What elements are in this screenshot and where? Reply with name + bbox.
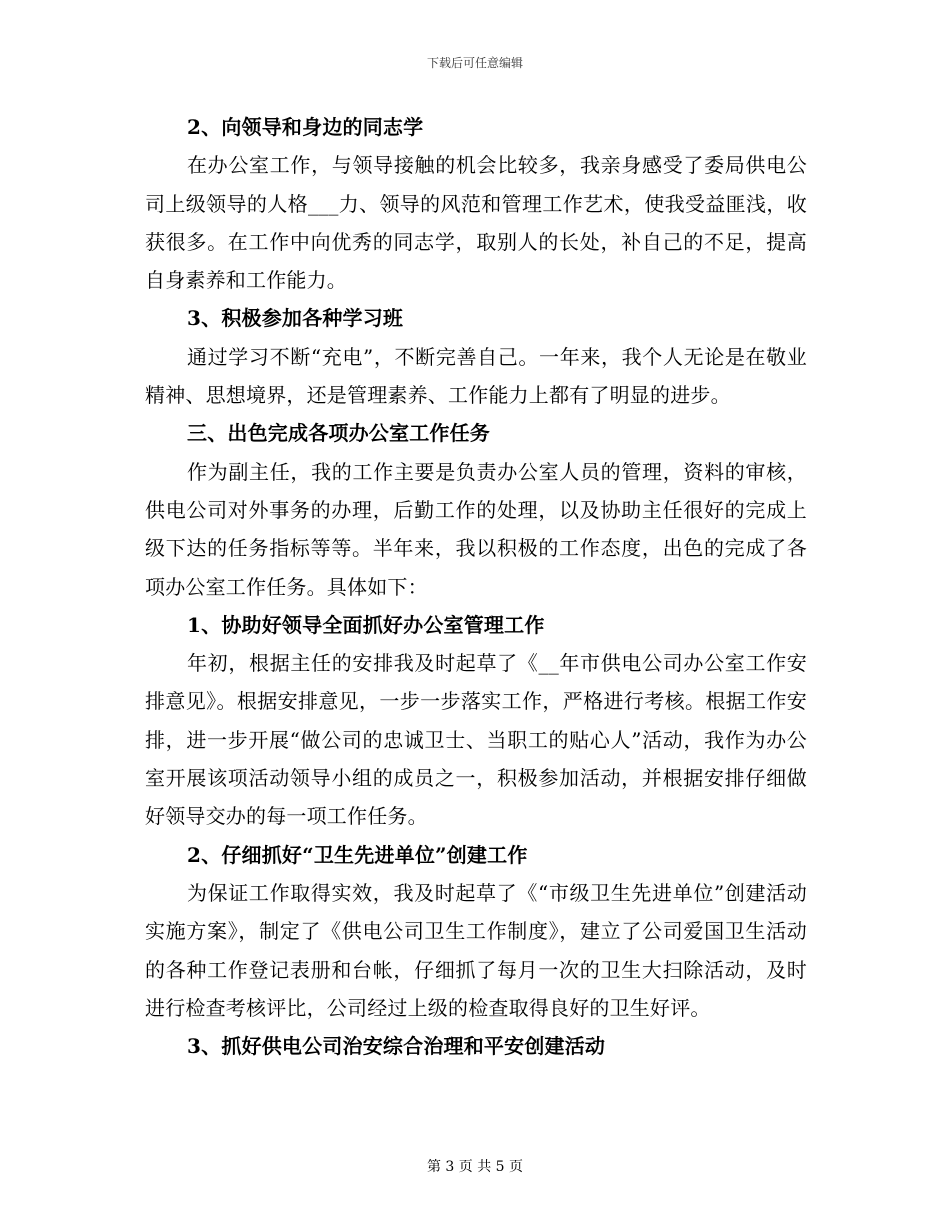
section-heading: 3、积极参加各种学习班	[187, 306, 404, 331]
paragraph: 通过学习不断“充电”，不断完善自己。一年来，我个人无论是在敬业精神、思想境界，还是管理素养、工作能力上都有了明显的进步。	[145, 344, 807, 408]
paragraph: 作为副主任，我的工作主要是负责办公室人员的管理，资料的审核，供电公司对外事务的办理，后勤工作的处理，以及协助主任很好的完成上级下达的任务指标等等。半年来，我以积极的工作态度，出色的完成了各项办公室工作任务。具体如下：	[145, 459, 807, 599]
section-heading: 2、向领导和身边的同志学	[187, 115, 424, 139]
paragraph: 在办公室工作，与领导接触的机会比较多，我亲身感受了委局供电公司上级领导的人格___力、领导的风范和管理工作艺术，使我受益匪浅，收获很多。在工作中向优秀的同志学，取别人的长处，补自己的不足，提高自身素养和工作能力。	[145, 153, 807, 293]
paragraph: 年初，根据主任的安排我及时起草了《__年市供电公司办公室工作安排意见》。根据安排意见，一步一步落实工作，严格进行考核。根据工作安排，进一步开展“做公司的忠诚卫士、当职工的贴心人”活动，我作为办公室开展该项活动领导小组的成员之一，积极参加活动，并根据安排仔细做好领导交办的每一项工作任务。	[145, 651, 807, 829]
document-body	[145, 108, 807, 1065]
section-heading: 2、仔细抓好“卫生先进单位”创建工作	[187, 842, 528, 867]
section-heading: 1、协助好领导全面抓好办公室管理工作	[187, 612, 545, 637]
paragraph: 为保证工作取得实效，我及时起草了《“市级卫生先进单位”创建活动实施方案》，制定了《供电公司卫生工作制度》，建立了公司爱国卫生活动的各种工作登记表册和台帐，仔细抓了每月一次的卫生大扫除活动，及时进行检查考核评比，公司经过上级的检查取得良好的卫生好评。	[145, 880, 807, 1020]
page-header: 下载后可任意编辑	[426, 56, 523, 70]
section-heading: 三、出色完成各项办公室工作任务	[187, 421, 490, 446]
page-footer: 第 3 页 共 5 页	[426, 1159, 524, 1175]
section-heading: 3、抓好供电公司治安综合治理和平安创建活动	[187, 1034, 606, 1059]
